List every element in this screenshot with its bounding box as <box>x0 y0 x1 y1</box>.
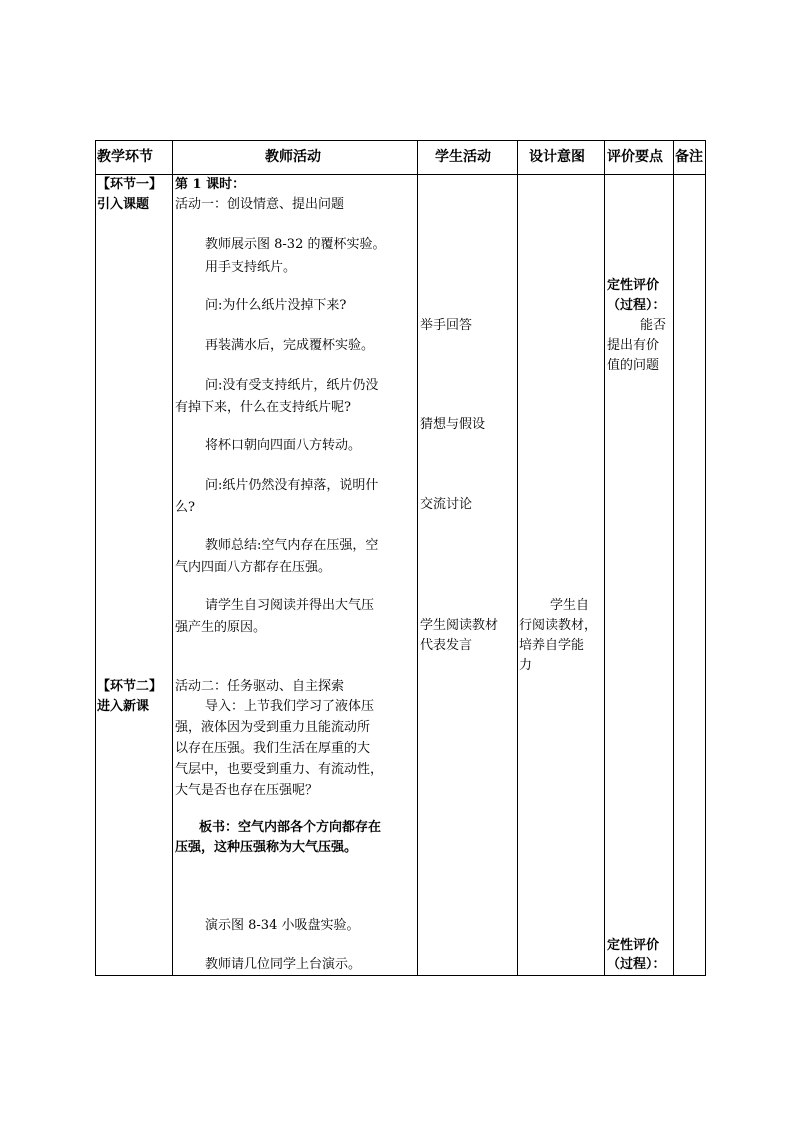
teacher-text: 大气是否也存在压强呢？ <box>175 783 319 798</box>
column-divider <box>673 140 674 976</box>
teacher-text: 导入：上节我们学习了液体压 <box>205 699 375 714</box>
header-student-activity: 学生活动 <box>435 149 491 165</box>
section1-label-line1: 【环节一】 <box>97 177 163 192</box>
evaluation-text: 定性评价 <box>607 938 660 953</box>
board-writing: 板书：空气内部各个方向都存在 <box>199 820 382 835</box>
teacher-text: 强，液体因为受到重力且能流动所 <box>175 720 371 735</box>
teacher-text: 教师请几位同学上台演示。 <box>205 957 362 972</box>
design-text: 行阅读教材， <box>519 618 598 633</box>
teacher-text: 教师展示图 8-32 的覆杯实验。 <box>205 237 386 252</box>
evaluation-text: 值的问题 <box>607 358 660 373</box>
student-text: 学生阅读教材 <box>420 618 499 633</box>
teacher-text: 问:为什么纸片没掉下来? <box>205 298 347 313</box>
header-notes: 备注 <box>675 149 703 165</box>
section2-label-line1: 【环节二】 <box>97 679 163 694</box>
header-evaluation-points: 评价要点 <box>607 149 663 165</box>
design-text: 力 <box>519 658 533 673</box>
column-divider <box>604 140 605 976</box>
evaluation-text: 能否 <box>640 318 667 333</box>
board-writing: 压强，这种压强称为大气压强。 <box>175 840 358 855</box>
student-text: 交流讨论 <box>420 497 473 512</box>
header-design-intent: 设计意图 <box>529 149 585 165</box>
teacher-text: 以存在压强。我们生活在厚重的大 <box>175 741 371 756</box>
teacher-text: 问:没有受支持纸片，纸片仍没 <box>205 378 379 393</box>
table-border-right <box>705 140 706 976</box>
header-teaching-stage: 教学环节 <box>97 149 153 165</box>
table-border-bottom <box>95 975 706 976</box>
column-divider <box>517 140 518 976</box>
teacher-text: 有掉下来，什么在支持纸片呢? <box>175 400 351 415</box>
teacher-text: 气内四面八方都存在压强。 <box>175 560 332 575</box>
column-divider <box>417 140 418 976</box>
design-text: 培养自学能 <box>519 638 585 653</box>
teacher-text: 强产生的原因。 <box>175 620 267 635</box>
design-text: 学生自 <box>550 598 590 613</box>
teacher-text: 气层中，也要受到重力、有流动性， <box>175 762 384 777</box>
evaluation-text: （过程）： <box>607 298 666 313</box>
evaluation-text: 定性评价 <box>607 278 660 293</box>
lesson-number: 第 1 课时： <box>175 177 246 192</box>
header-teacher-activity: 教师活动 <box>265 149 321 165</box>
teacher-text: 演示图 8-34 小吸盘实验。 <box>205 918 360 933</box>
activity-one-title: 活动一：创设情意、提出问题 <box>175 197 345 212</box>
section1-label-line2: 引入课题 <box>97 197 150 212</box>
teacher-text: 么? <box>175 500 195 515</box>
teacher-text: 再装满水后，完成覆杯实验。 <box>205 338 375 353</box>
table-border-top <box>95 140 706 141</box>
teacher-text: 请学生自习阅读并得出大气压 <box>205 598 375 613</box>
evaluation-text: 提出有价 <box>607 338 660 353</box>
teacher-text: 问:纸片仍然没有掉落，说明什 <box>205 478 379 493</box>
teacher-text: 教师总结:空气内存在压强，空 <box>205 538 379 553</box>
teacher-text: 将杯口朝向四面八方转动。 <box>205 438 362 453</box>
teacher-text: 用手支持纸片。 <box>205 260 297 275</box>
section2-label-line2: 进入新课 <box>97 699 150 714</box>
student-text: 猜想与假设 <box>420 417 486 432</box>
evaluation-text: （过程）： <box>607 957 666 972</box>
student-text: 举手回答 <box>420 318 473 333</box>
student-text: 代表发言 <box>420 638 473 653</box>
lesson-plan-table <box>95 140 706 976</box>
column-divider <box>172 140 173 976</box>
activity-two-title: 活动二：任务驱动、自主探索 <box>175 679 345 694</box>
table-border-left <box>95 140 96 976</box>
